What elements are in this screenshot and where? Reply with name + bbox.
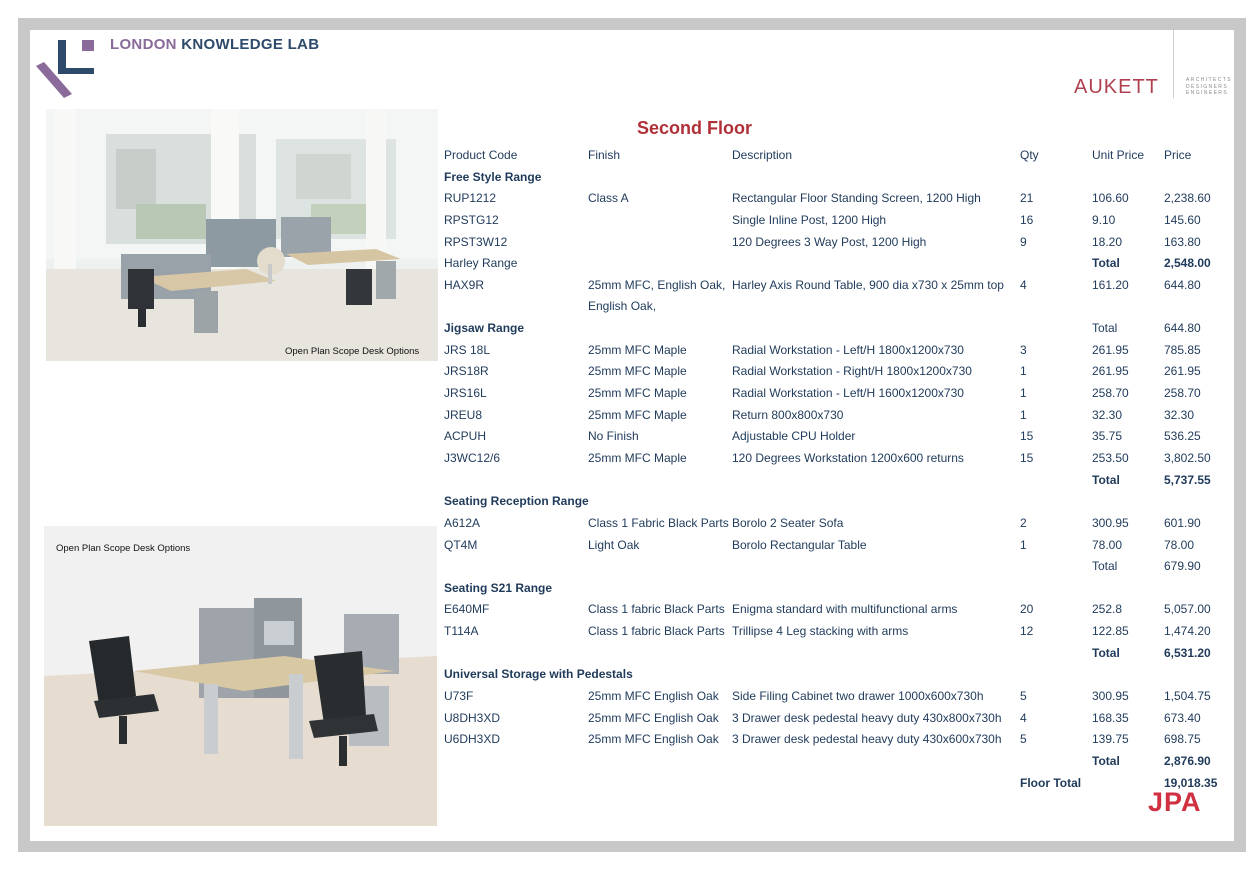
cell-qty: 1 <box>1020 364 1027 379</box>
cell-price: 673.40 <box>1164 710 1201 725</box>
aukett-tagline-line: ARCHITECTS <box>1186 77 1232 83</box>
cell-code: U6DH3XD <box>444 732 501 747</box>
cell-desc: Borolo Rectangular Table <box>732 537 867 552</box>
cell-unit: 78.00 <box>1092 537 1123 552</box>
cell-unit: 261.95 <box>1092 342 1129 357</box>
cell-code: Jigsaw Range <box>444 321 525 336</box>
photo-caption-2: Open Plan Scope Desk Options <box>56 543 191 554</box>
cell-price: 1,504.75 <box>1164 689 1211 704</box>
lkl-wordmark-lab: KNOWLEDGE LAB <box>181 36 320 53</box>
cell-code: U8DH3XD <box>444 710 501 725</box>
aukett-logo: AUKETT <box>1074 76 1159 98</box>
column-header: Description <box>732 148 793 162</box>
cell-qty: 1 <box>1020 537 1027 552</box>
cell-qty: 12 <box>1020 624 1034 639</box>
cell-price: 1,474.20 <box>1164 624 1211 639</box>
office-photo-2 <box>44 526 437 826</box>
cell-price: 2,238.60 <box>1164 191 1211 206</box>
table-row <box>444 685 1234 707</box>
cell-unit: Total <box>1092 645 1120 660</box>
cell-code: T114A <box>444 624 479 639</box>
cell-finish: Light Oak <box>588 537 640 552</box>
table-row <box>444 382 1234 404</box>
cell-qty: 16 <box>1020 212 1034 227</box>
cell-unit: 122.85 <box>1092 624 1129 639</box>
cell-price: 644.80 <box>1164 277 1201 292</box>
cell-qty: 5 <box>1020 689 1027 704</box>
cell-finish: English Oak, <box>588 299 657 314</box>
cell-unit: 32.30 <box>1092 407 1123 422</box>
cell-unit: Total <box>1092 256 1120 271</box>
cell-finish: 25mm MFC Maple <box>588 407 687 422</box>
column-header: Price <box>1164 148 1192 162</box>
aukett-tagline <box>1186 77 1232 97</box>
photo-caption-1: Open Plan Scope Desk Options <box>285 346 420 357</box>
table-row <box>444 490 1234 512</box>
cell-desc: Enigma standard with multifunctional arms <box>732 602 958 617</box>
column-header: Qty <box>1020 148 1039 162</box>
cell-price: 601.90 <box>1164 515 1201 530</box>
table-body <box>444 166 1234 794</box>
table-row <box>444 360 1234 382</box>
table-row <box>444 317 1234 339</box>
cell-code: U73F <box>444 689 474 704</box>
cell-code: JRS16L <box>444 386 487 401</box>
cell-desc: Side Filing Cabinet two drawer 1000x600x730h <box>732 689 984 704</box>
cell-finish: No Finish <box>588 429 639 444</box>
column-header: Product Code <box>444 148 518 162</box>
cell-unit: Total <box>1092 321 1118 336</box>
cell-desc: 120 Degrees 3 Way Post, 1200 High <box>732 234 927 249</box>
cell-qty: 9 <box>1020 234 1027 249</box>
cell-price: 258.70 <box>1164 386 1201 401</box>
cell-qty: 15 <box>1020 450 1034 465</box>
table-row <box>444 469 1234 491</box>
cell-qty: 3 <box>1020 342 1027 357</box>
cell-desc: Radial Workstation - Right/H 1800x1200x730 <box>732 364 972 379</box>
cell-desc: Harley Axis Round Table, 900 dia x730 x 25mm top <box>732 277 1004 292</box>
cell-desc: Radial Workstation - Left/H 1600x1200x730 <box>732 386 964 401</box>
cell-price: 78.00 <box>1164 537 1195 552</box>
cell-finish: 25mm MFC English Oak <box>588 689 719 704</box>
lkl-wordmark-london: LONDON <box>110 36 177 53</box>
cell-price: 5,737.55 <box>1164 472 1211 487</box>
table-row <box>444 209 1234 231</box>
cell-price: 2,548.00 <box>1164 256 1211 271</box>
cell-price: 6,531.20 <box>1164 645 1211 660</box>
cell-code: JRS18R <box>444 364 489 379</box>
table-row <box>444 295 1234 317</box>
cell-code: RPST3W12 <box>444 234 508 249</box>
cell-finish: 25mm MFC Maple <box>588 342 687 357</box>
cell-qty: 1 <box>1020 386 1027 401</box>
cell-code: Free Style Range <box>444 169 542 184</box>
table-row <box>444 404 1234 426</box>
cell-desc: Adjustable CPU Holder <box>732 429 856 444</box>
table-row <box>444 231 1234 253</box>
table-row <box>444 750 1234 772</box>
lkl-logo-icon <box>36 38 98 98</box>
cell-code: A612A <box>444 515 481 530</box>
office-illustration-2 <box>44 526 437 826</box>
cell-code: J3WC12/6 <box>444 450 501 465</box>
cell-qty: 20 <box>1020 602 1034 617</box>
table-row <box>444 577 1234 599</box>
cell-code: RUP1212 <box>444 191 497 206</box>
cell-unit: Total <box>1092 472 1120 487</box>
cell-finish: 25mm MFC English Oak <box>588 732 719 747</box>
aukett-tagline-line: ENGINEERS <box>1186 90 1229 96</box>
cell-qty: 1 <box>1020 407 1027 422</box>
table-row <box>444 663 1234 685</box>
cell-finish: Class 1 Fabric Black Parts <box>588 515 729 530</box>
table-row <box>444 339 1234 361</box>
office-illustration-1 <box>46 109 438 361</box>
lkl-wordmark <box>110 36 319 53</box>
cell-qty: 15 <box>1020 429 1034 444</box>
table-row <box>444 425 1234 447</box>
table-row <box>444 642 1234 664</box>
cell-finish: 25mm MFC, English Oak, <box>588 277 726 292</box>
cell-code: Seating S21 Range <box>444 580 553 595</box>
cell-unit: 258.70 <box>1092 386 1129 401</box>
page-title: Second Floor <box>637 118 753 138</box>
cell-desc: Rectangular Floor Standing Screen, 1200 High <box>732 191 981 206</box>
cell-unit: 35.75 <box>1092 429 1123 444</box>
cell-price: 2,876.90 <box>1164 753 1211 768</box>
cell-price: 163.80 <box>1164 234 1201 249</box>
cell-price: 3,802.50 <box>1164 450 1211 465</box>
cell-finish: 25mm MFC English Oak <box>588 710 719 725</box>
cell-unit: 9.10 <box>1092 212 1116 227</box>
cell-finish: Class 1 fabric Black Parts <box>588 624 725 639</box>
cell-finish: Class 1 fabric Black Parts <box>588 602 725 617</box>
cell-code: Harley Range <box>444 256 518 271</box>
table-row <box>444 728 1234 750</box>
cell-code: QT4M <box>444 537 478 552</box>
table-header-row <box>444 144 1234 166</box>
cell-qty: 5 <box>1020 732 1027 747</box>
cell-finish: Class A <box>588 191 629 206</box>
cell-qty: 4 <box>1020 277 1027 292</box>
cell-unit: Total <box>1092 753 1120 768</box>
cell-code: Universal Storage with Pedestals <box>444 667 633 682</box>
cell-code: ACPUH <box>444 429 487 444</box>
cell-finish: 25mm MFC Maple <box>588 364 687 379</box>
cell-price: 145.60 <box>1164 212 1201 227</box>
cell-price: 679.90 <box>1164 559 1201 574</box>
cell-price: 644.80 <box>1164 321 1201 336</box>
cell-unit: 168.35 <box>1092 710 1129 725</box>
table-row <box>444 166 1234 188</box>
price-table <box>444 144 1234 793</box>
table-row <box>444 447 1234 469</box>
cell-unit: 139.75 <box>1092 732 1129 747</box>
cell-desc: 3 Drawer desk pedestal heavy duty 430x600x730h <box>732 732 1002 747</box>
cell-price: 785.85 <box>1164 342 1201 357</box>
column-header: Unit Price <box>1092 148 1145 162</box>
cell-unit: 300.95 <box>1092 515 1129 530</box>
cell-price: 698.75 <box>1164 732 1201 747</box>
cell-desc: Return 800x800x730 <box>732 407 844 422</box>
cell-code: RPSTG12 <box>444 212 499 227</box>
cell-qty: 2 <box>1020 515 1027 530</box>
cell-price: 536.25 <box>1164 429 1201 444</box>
cell-price: 261.95 <box>1164 364 1201 379</box>
cell-desc: Borolo 2 Seater Sofa <box>732 515 844 530</box>
table-row <box>444 187 1234 209</box>
cell-code: E640MF <box>444 602 490 617</box>
aukett-divider <box>1173 30 1174 98</box>
cell-unit: 161.20 <box>1092 277 1129 292</box>
cell-code: JREU8 <box>444 407 483 422</box>
cell-code: JRS 18L <box>444 342 491 357</box>
cell-desc: Trillipse 4 Leg stacking with arms <box>732 624 909 639</box>
table-row <box>444 512 1234 534</box>
table-row <box>444 274 1234 296</box>
cell-qty: Floor Total <box>1020 775 1082 790</box>
cell-unit: 253.50 <box>1092 450 1129 465</box>
cell-unit: 300.95 <box>1092 689 1129 704</box>
cell-qty: 4 <box>1020 710 1027 725</box>
cell-qty: 21 <box>1020 191 1034 206</box>
cell-price: 32.30 <box>1164 407 1195 422</box>
table-row <box>444 772 1234 794</box>
cell-unit: 18.20 <box>1092 234 1123 249</box>
cell-desc: 120 Degrees Workstation 1200x600 returns <box>732 450 964 465</box>
cell-desc: Radial Workstation - Left/H 1800x1200x730 <box>732 342 964 357</box>
cell-finish: 25mm MFC Maple <box>588 450 687 465</box>
aukett-tagline-line: DESIGNERS <box>1186 83 1229 90</box>
table-row <box>444 534 1234 556</box>
cell-unit: Total <box>1092 559 1118 574</box>
cell-finish: 25mm MFC Maple <box>588 386 687 401</box>
cell-desc: 3 Drawer desk pedestal heavy duty 430x800x730h <box>732 710 1002 725</box>
table-row <box>444 707 1234 729</box>
column-header: Finish <box>588 148 621 162</box>
jpa-logo: JPA <box>1148 787 1202 817</box>
office-photo-1 <box>46 109 438 361</box>
cell-unit: 261.95 <box>1092 364 1129 379</box>
table-row <box>444 555 1234 577</box>
cell-unit: 252.8 <box>1092 602 1123 617</box>
table-row <box>444 252 1234 274</box>
cell-desc: Single Inline Post, 1200 High <box>732 212 887 227</box>
table-row <box>444 598 1234 620</box>
table-row <box>444 620 1234 642</box>
cell-code: Seating Reception Range <box>444 494 589 509</box>
cell-price: 5,057.00 <box>1164 602 1211 617</box>
cell-price: 19,018.35 <box>1164 775 1218 790</box>
cell-code: HAX9R <box>444 277 485 292</box>
cell-unit: 106.60 <box>1092 191 1129 206</box>
